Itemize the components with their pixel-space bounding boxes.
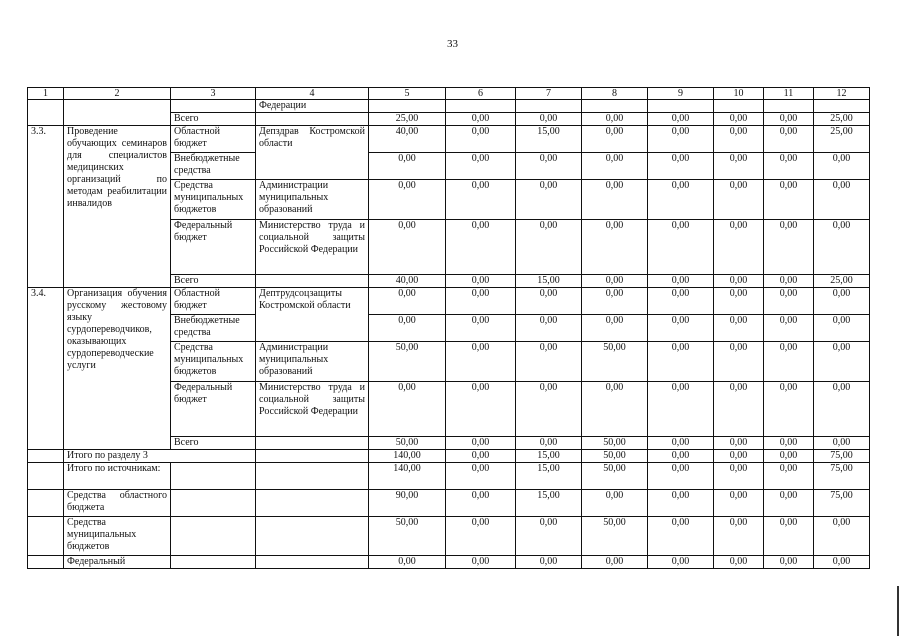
- value-cell: 15,00: [516, 490, 582, 517]
- value-cell: 0,00: [648, 288, 714, 315]
- value-cell: 0,00: [648, 180, 714, 220]
- value-cell: 0,00: [714, 275, 764, 288]
- value-cell: 0,00: [582, 382, 648, 437]
- value-cell: 0,00: [369, 556, 446, 569]
- value-cell: 0,00: [369, 382, 446, 437]
- summary-row: [28, 517, 870, 556]
- summary-label: Федеральный: [64, 556, 171, 569]
- executor-cell: Дептрудсоцзащиты Костромской области: [256, 288, 369, 342]
- value-cell: 50,00: [369, 342, 446, 382]
- value-cell: 0,00: [814, 437, 870, 450]
- value-cell: 0,00: [714, 437, 764, 450]
- value-cell: 0,00: [714, 382, 764, 437]
- value-cell: 0,00: [648, 220, 714, 275]
- value-cell: 0,00: [648, 153, 714, 180]
- source-cell: Средства муниципальных бюджетов: [171, 342, 256, 382]
- value-cell: 40,00: [369, 275, 446, 288]
- value-cell: 50,00: [369, 517, 446, 556]
- value-cell: 0,00: [648, 342, 714, 382]
- value-cell: 0,00: [516, 180, 582, 220]
- value-cell: 0,00: [516, 220, 582, 275]
- value-cell: 0,00: [648, 113, 714, 126]
- value-cell: 0,00: [369, 315, 446, 342]
- col-header: 11: [764, 88, 814, 100]
- source-cell: Средства муниципальных бюджетов: [171, 180, 256, 220]
- value-cell: 0,00: [764, 490, 814, 517]
- value-cell: 0,00: [764, 126, 814, 153]
- value-cell: 0,00: [446, 490, 516, 517]
- value-cell: 0,00: [714, 490, 764, 517]
- col-header: 4: [256, 88, 369, 100]
- column-number-row: [28, 88, 870, 100]
- value-cell: 0,00: [582, 490, 648, 517]
- value-cell: 0,00: [714, 315, 764, 342]
- value-cell: 50,00: [582, 342, 648, 382]
- executor-cell: Администрации муниципальных образований: [256, 180, 369, 220]
- source-cell: Областной бюджет: [171, 288, 256, 315]
- value-cell: 0,00: [764, 113, 814, 126]
- value-cell: 0,00: [446, 437, 516, 450]
- value-cell: 140,00: [369, 450, 446, 463]
- value-cell: 25,00: [369, 113, 446, 126]
- value-cell: 0,00: [446, 315, 516, 342]
- summary-label: Итого по разделу 3: [64, 450, 256, 463]
- table-row: [28, 100, 870, 113]
- total-label: Всего: [171, 275, 256, 288]
- value-cell: 0,00: [446, 220, 516, 275]
- value-cell: 0,00: [446, 382, 516, 437]
- value-cell: 0,00: [582, 153, 648, 180]
- value-cell: 0,00: [516, 342, 582, 382]
- value-cell: 0,00: [582, 275, 648, 288]
- value-cell: 40,00: [369, 126, 446, 153]
- value-cell: 0,00: [764, 288, 814, 315]
- value-cell: 0,00: [446, 517, 516, 556]
- value-cell: 0,00: [714, 113, 764, 126]
- value-cell: 0,00: [369, 220, 446, 275]
- summary-row: [28, 490, 870, 517]
- value-cell: 0,00: [814, 556, 870, 569]
- executor-cell: Депздрав Костромской области: [256, 126, 369, 180]
- source-cell: Федеральный бюджет: [171, 382, 256, 437]
- value-cell: 0,00: [714, 463, 764, 490]
- summary-label: Средства муниципальных бюджетов: [64, 517, 171, 556]
- source-cell: Федеральный бюджет: [171, 220, 256, 275]
- value-cell: 0,00: [516, 517, 582, 556]
- budget-table: [27, 87, 870, 569]
- value-cell: 0,00: [516, 556, 582, 569]
- value-cell: 15,00: [516, 450, 582, 463]
- value-cell: 0,00: [582, 113, 648, 126]
- summary-row: [28, 463, 870, 490]
- value-cell: 0,00: [714, 450, 764, 463]
- value-cell: 0,00: [446, 275, 516, 288]
- executor-cell: Министерство труда и социальной защиты Российской Федерации: [256, 382, 369, 437]
- value-cell: 0,00: [648, 556, 714, 569]
- value-cell: 90,00: [369, 490, 446, 517]
- value-cell: 0,00: [814, 180, 870, 220]
- value-cell: 0,00: [714, 180, 764, 220]
- col-header: 5: [369, 88, 446, 100]
- value-cell: 0,00: [516, 288, 582, 315]
- value-cell: 50,00: [582, 517, 648, 556]
- value-cell: 0,00: [369, 288, 446, 315]
- col-header: 8: [582, 88, 648, 100]
- value-cell: 0,00: [582, 288, 648, 315]
- value-cell: 0,00: [714, 556, 764, 569]
- value-cell: 0,00: [516, 113, 582, 126]
- value-cell: 15,00: [516, 463, 582, 490]
- value-cell: 0,00: [764, 220, 814, 275]
- value-cell: 0,00: [764, 450, 814, 463]
- value-cell: 0,00: [369, 153, 446, 180]
- col-header: 7: [516, 88, 582, 100]
- value-cell: 50,00: [582, 450, 648, 463]
- value-cell: 0,00: [446, 113, 516, 126]
- col-header: 6: [446, 88, 516, 100]
- summary-row: [28, 450, 870, 463]
- value-cell: 0,00: [714, 517, 764, 556]
- value-cell: 0,00: [446, 342, 516, 382]
- value-cell: 50,00: [369, 437, 446, 450]
- summary-label: Итого по источникам:: [64, 463, 171, 490]
- value-cell: 0,00: [446, 288, 516, 315]
- value-cell: 0,00: [764, 463, 814, 490]
- table-row: [28, 126, 870, 153]
- page-number: 33: [447, 38, 458, 50]
- value-cell: 15,00: [516, 275, 582, 288]
- item-number: 3.4.: [28, 288, 64, 450]
- executor-cell: Федерации: [256, 100, 369, 113]
- executor-cell: Администрации муниципальных образований: [256, 342, 369, 382]
- value-cell: 0,00: [648, 126, 714, 153]
- value-cell: 0,00: [648, 517, 714, 556]
- value-cell: 0,00: [814, 153, 870, 180]
- col-header: 3: [171, 88, 256, 100]
- value-cell: 25,00: [814, 113, 870, 126]
- executor-cell: Министерство труда и социальной защиты Российской Федерации: [256, 220, 369, 275]
- value-cell: 0,00: [814, 288, 870, 315]
- value-cell: 0,00: [764, 315, 814, 342]
- value-cell: 75,00: [814, 450, 870, 463]
- value-cell: 0,00: [648, 382, 714, 437]
- value-cell: 0,00: [648, 450, 714, 463]
- value-cell: 0,00: [714, 342, 764, 382]
- summary-label: Средства областного бюджета: [64, 490, 171, 517]
- value-cell: 0,00: [446, 126, 516, 153]
- value-cell: 0,00: [714, 126, 764, 153]
- value-cell: 75,00: [814, 463, 870, 490]
- item-name: Проведение обучающих семинаров для специалистов медицинских организаций по методам реабилитации инвалидов: [64, 126, 171, 288]
- value-cell: 0,00: [764, 437, 814, 450]
- value-cell: 15,00: [516, 126, 582, 153]
- value-cell: 0,00: [648, 275, 714, 288]
- value-cell: 0,00: [764, 382, 814, 437]
- col-header: 1: [28, 88, 64, 100]
- total-label: Всего: [171, 437, 256, 450]
- value-cell: 140,00: [369, 463, 446, 490]
- value-cell: 0,00: [714, 288, 764, 315]
- value-cell: 0,00: [369, 180, 446, 220]
- value-cell: 25,00: [814, 275, 870, 288]
- value-cell: 50,00: [582, 463, 648, 490]
- value-cell: 0,00: [582, 126, 648, 153]
- source-cell: Областной бюджет: [171, 126, 256, 153]
- value-cell: 0,00: [516, 437, 582, 450]
- value-cell: 0,00: [446, 556, 516, 569]
- value-cell: 0,00: [714, 220, 764, 275]
- value-cell: 0,00: [648, 437, 714, 450]
- scan-edge-mark: [897, 586, 899, 636]
- value-cell: 0,00: [516, 153, 582, 180]
- item-name: Организация обучения русскому жестовому языку сурдопереводчиков, оказывающих сурдопереводческие услуги: [64, 288, 171, 450]
- total-label: Всего: [171, 113, 256, 126]
- value-cell: 75,00: [814, 490, 870, 517]
- col-header: 12: [814, 88, 870, 100]
- value-cell: 0,00: [648, 490, 714, 517]
- value-cell: 0,00: [764, 517, 814, 556]
- col-header: 9: [648, 88, 714, 100]
- value-cell: 0,00: [582, 180, 648, 220]
- value-cell: 0,00: [582, 556, 648, 569]
- value-cell: 0,00: [582, 315, 648, 342]
- value-cell: 0,00: [814, 220, 870, 275]
- value-cell: 0,00: [648, 463, 714, 490]
- value-cell: 0,00: [764, 275, 814, 288]
- value-cell: 0,00: [764, 342, 814, 382]
- summary-row: [28, 556, 870, 569]
- value-cell: 50,00: [582, 437, 648, 450]
- value-cell: 0,00: [764, 556, 814, 569]
- value-cell: 25,00: [814, 126, 870, 153]
- col-header: 10: [714, 88, 764, 100]
- item-number: 3.3.: [28, 126, 64, 288]
- value-cell: 0,00: [516, 382, 582, 437]
- value-cell: 0,00: [582, 220, 648, 275]
- value-cell: 0,00: [814, 382, 870, 437]
- value-cell: 0,00: [764, 180, 814, 220]
- value-cell: 0,00: [814, 315, 870, 342]
- value-cell: 0,00: [446, 450, 516, 463]
- value-cell: 0,00: [714, 153, 764, 180]
- value-cell: 0,00: [814, 517, 870, 556]
- value-cell: 0,00: [446, 153, 516, 180]
- value-cell: 0,00: [446, 180, 516, 220]
- value-cell: 0,00: [446, 463, 516, 490]
- source-cell: Внебюджетные средства: [171, 315, 256, 342]
- source-cell: Внебюджетные средства: [171, 153, 256, 180]
- value-cell: 0,00: [516, 315, 582, 342]
- table-row: [28, 288, 870, 315]
- value-cell: 0,00: [814, 342, 870, 382]
- col-header: 2: [64, 88, 171, 100]
- value-cell: 0,00: [764, 153, 814, 180]
- value-cell: 0,00: [648, 315, 714, 342]
